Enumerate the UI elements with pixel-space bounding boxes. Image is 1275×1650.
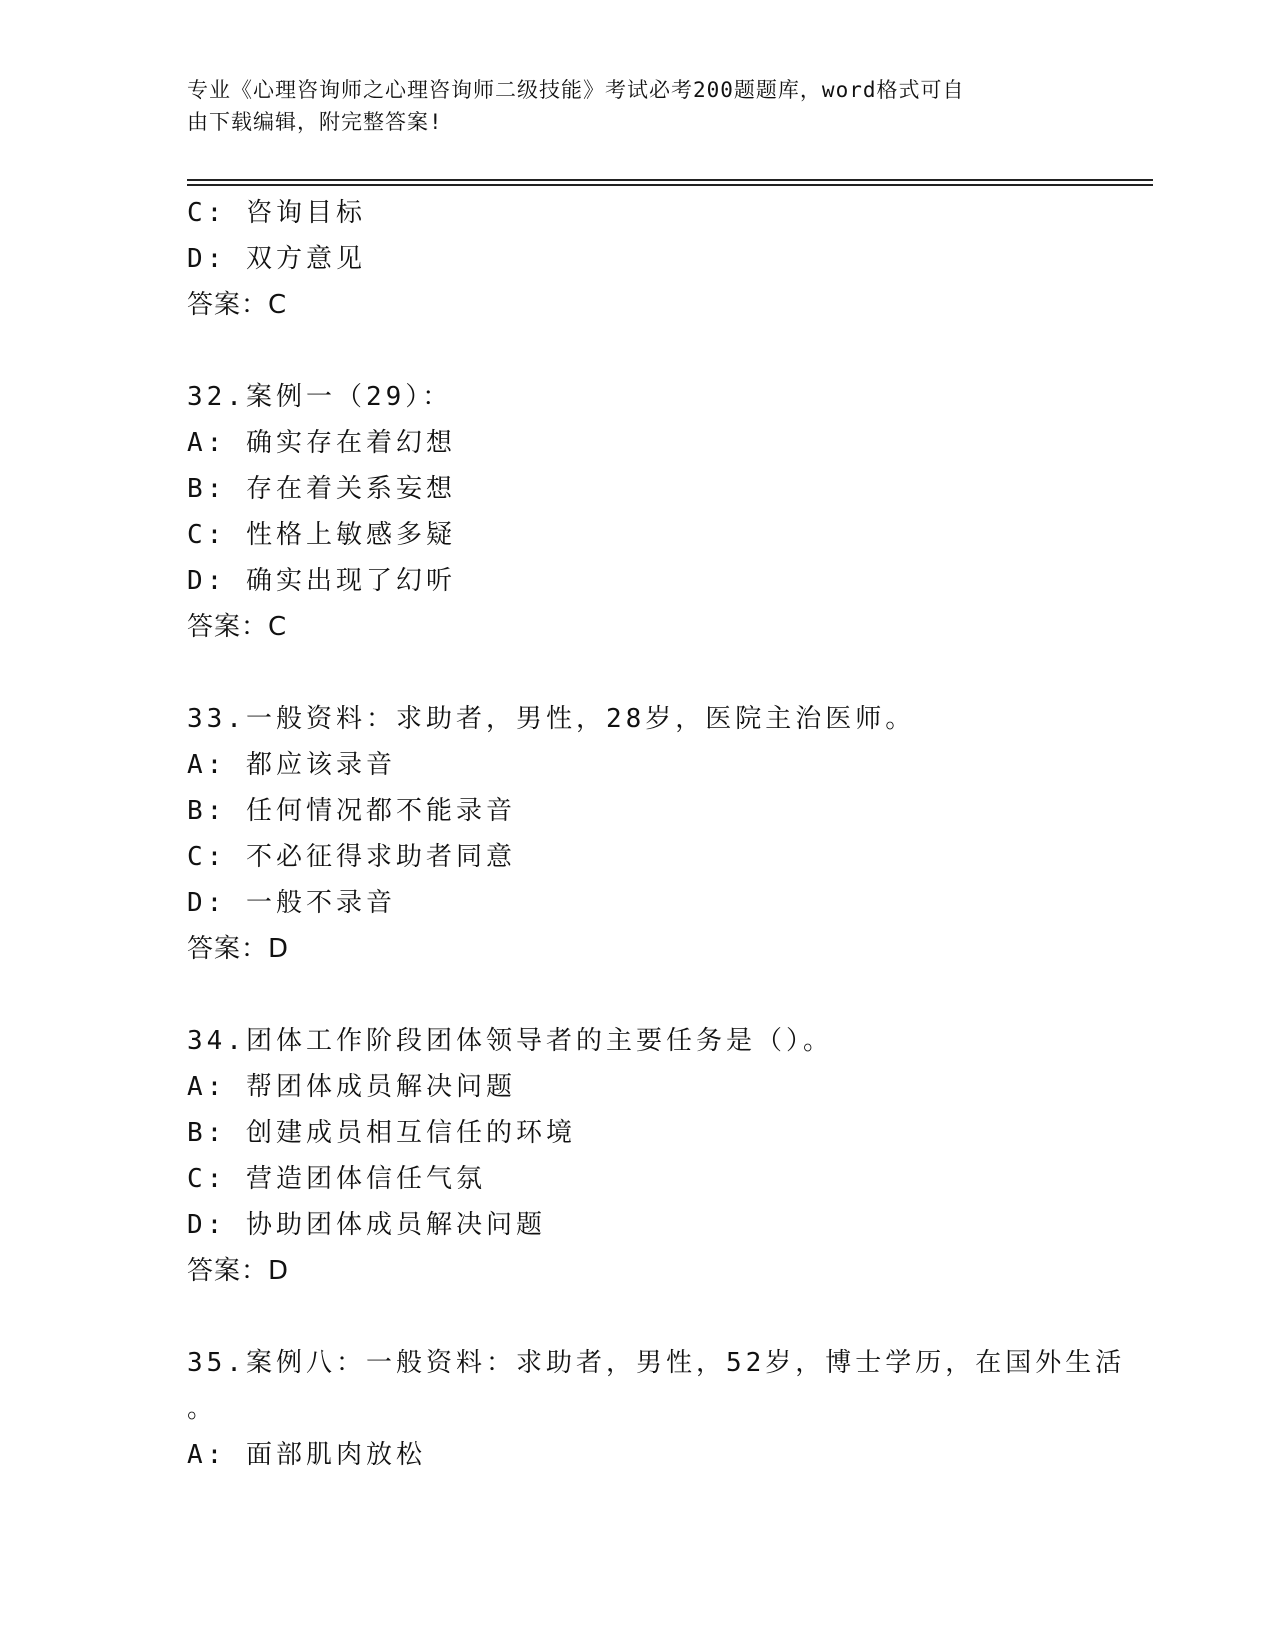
option-b: B: 存在着关系妄想: [187, 474, 456, 504]
option-d: D: 确实出现了幻听: [187, 566, 456, 596]
option-a: A: 面部肌肉放松: [187, 1440, 426, 1470]
spacer: [187, 650, 1087, 696]
option-d: D: 双方意见: [187, 244, 366, 274]
spacer: [187, 328, 1087, 374]
header-divider-bottom: [187, 184, 1153, 186]
document-header: [187, 74, 1067, 138]
option-d: D: 一般不录音: [187, 888, 396, 918]
question-block-33: [187, 696, 1087, 972]
answer-line: 答案：C: [187, 612, 288, 642]
header-line-2: 由下载编辑，附完整答案!: [187, 110, 443, 134]
answer-line: 答案：D: [187, 1256, 290, 1286]
option-a: A: 都应该录音: [187, 750, 396, 780]
question-title: 33.一般资料：求助者，男性，28岁，医院主治医师。: [187, 704, 916, 734]
question-block-32: [187, 374, 1087, 650]
answer-line: 答案：C: [187, 290, 288, 320]
option-b: B: 任何情况都不能录音: [187, 796, 516, 826]
question-title: 34.团体工作阶段团体领导者的主要任务是（）。: [187, 1026, 833, 1056]
option-a: A: 帮团体成员解决问题: [187, 1072, 516, 1102]
answer-line: 答案：D: [187, 934, 290, 964]
header-line-1: 专业《心理咨询师之心理咨询师二级技能》考试必考200题题库，word格式可自: [187, 78, 965, 102]
option-c: C: 不必征得求助者同意: [187, 842, 516, 872]
question-title: 32.案例一（29）：: [187, 382, 453, 412]
option-d: D: 协助团体成员解决问题: [187, 1210, 546, 1240]
spacer: [187, 1294, 1087, 1340]
header-divider-top: [187, 179, 1153, 181]
option-b: B: 创建成员相互信任的环境: [187, 1118, 576, 1148]
option-c: C: 咨询目标: [187, 198, 366, 228]
spacer: [187, 972, 1087, 1018]
question-title: 35.案例八：一般资料：求助者，男性，52岁，博士学历，在国外生活: [187, 1348, 1126, 1378]
option-c: C: 性格上敏感多疑: [187, 520, 456, 550]
question-block-34: [187, 1018, 1087, 1294]
question-block-35: [187, 1340, 1126, 1478]
option-a: A: 确实存在着幻想: [187, 428, 456, 458]
question-list: [187, 190, 1126, 1478]
option-c: C: 营造团体信任气氛: [187, 1164, 486, 1194]
question-title-continuation: 。: [187, 1394, 218, 1424]
question-block-prev: [187, 190, 1087, 328]
